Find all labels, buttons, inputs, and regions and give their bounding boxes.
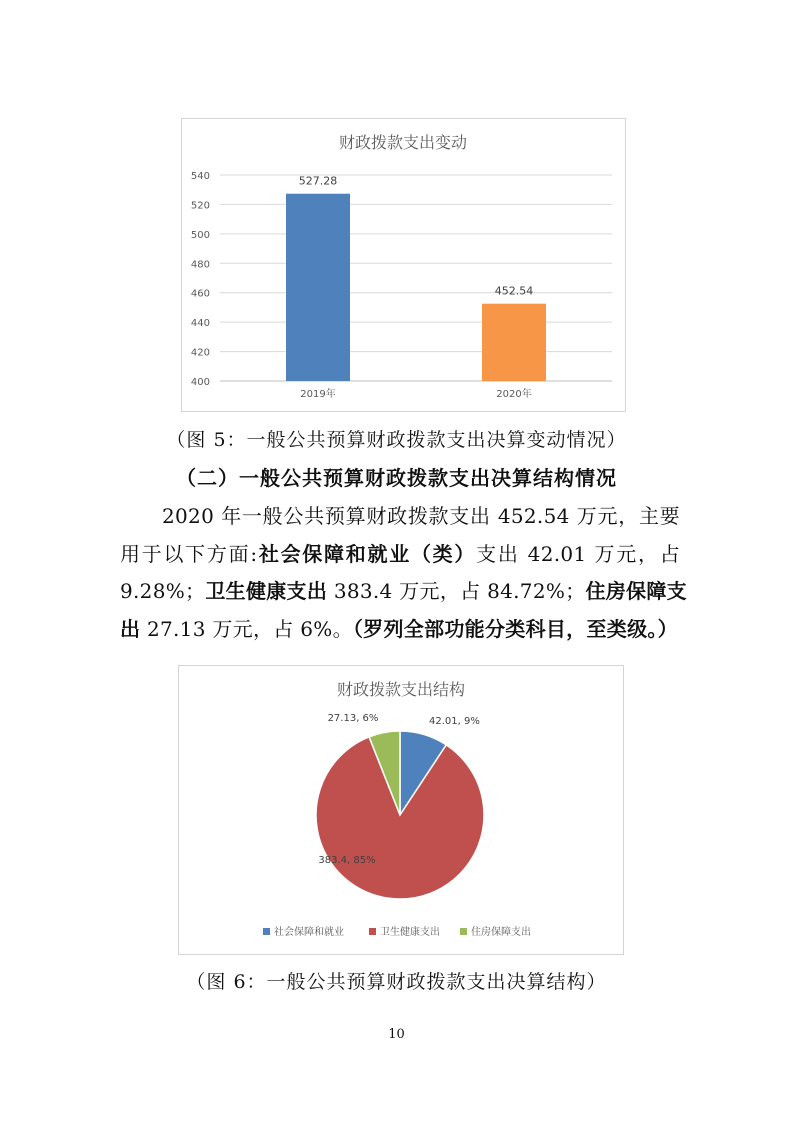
y-tick-label: 440 — [190, 318, 210, 330]
slice-label: 383.4, 85% — [318, 855, 376, 866]
y-tick-label: 400 — [190, 377, 210, 388]
y-tick-label: 480 — [190, 259, 210, 271]
bar — [482, 304, 546, 381]
section-heading: （二）一般公共预算财政拨款支出决算结构情况 — [176, 466, 617, 490]
y-tick-label: 420 — [190, 347, 210, 359]
bar-value-label: 527.28 — [298, 174, 338, 188]
paragraph-line-4: 出 27.13 万元，占 6%。（罗列全部功能分类科目，至类级。） — [120, 616, 678, 641]
legend-label: 卫生健康支出 — [380, 927, 440, 938]
x-category-label: 2019年 — [300, 389, 336, 400]
chart-title: 财政拨款支出变动 — [338, 133, 468, 152]
legend-swatch — [263, 928, 270, 935]
bar-value-label: 452.54 — [494, 284, 534, 298]
legend-swatch — [369, 928, 376, 935]
paragraph-line-2: 用于以下方面:社会保障和就业（类）支出 42.01 万元，占 — [120, 541, 681, 566]
slice-label: 42.01, 9% — [429, 716, 480, 727]
x-category-label: 2020年 — [496, 389, 532, 400]
pie-chart — [178, 665, 624, 955]
paragraph-line-1: 2020 年一般公共预算财政拨款支出 452.54 万元，主要 — [162, 504, 680, 528]
chart-title: 财政拨款支出结构 — [336, 680, 466, 699]
bar-chart-svg — [182, 119, 625, 411]
legend-swatch — [460, 928, 467, 935]
bar — [286, 194, 350, 381]
page-number: 10 — [388, 1027, 405, 1042]
bar-chart — [181, 118, 626, 412]
figure-5-caption: （图 5：一般公共预算财政拨款支出决算变动情况） — [166, 429, 627, 451]
pie-chart-svg — [179, 666, 623, 954]
y-tick-label: 500 — [190, 229, 210, 241]
legend-label: 社会保障和就业 — [274, 927, 344, 938]
y-tick-label: 460 — [190, 288, 210, 300]
y-tick-label: 520 — [190, 200, 210, 212]
slice-label: 27.13, 6% — [327, 713, 379, 724]
figure-6-caption: （图 6：一般公共预算财政拨款支出决算结构） — [186, 971, 607, 993]
paragraph-line-3: 9.28%；卫生健康支出 383.4 万元，占 84.72%；住房保障支 — [120, 579, 687, 603]
y-tick-label: 540 — [190, 171, 210, 182]
body-paragraph — [120, 498, 687, 648]
legend-label: 住房保障支出 — [471, 927, 531, 938]
